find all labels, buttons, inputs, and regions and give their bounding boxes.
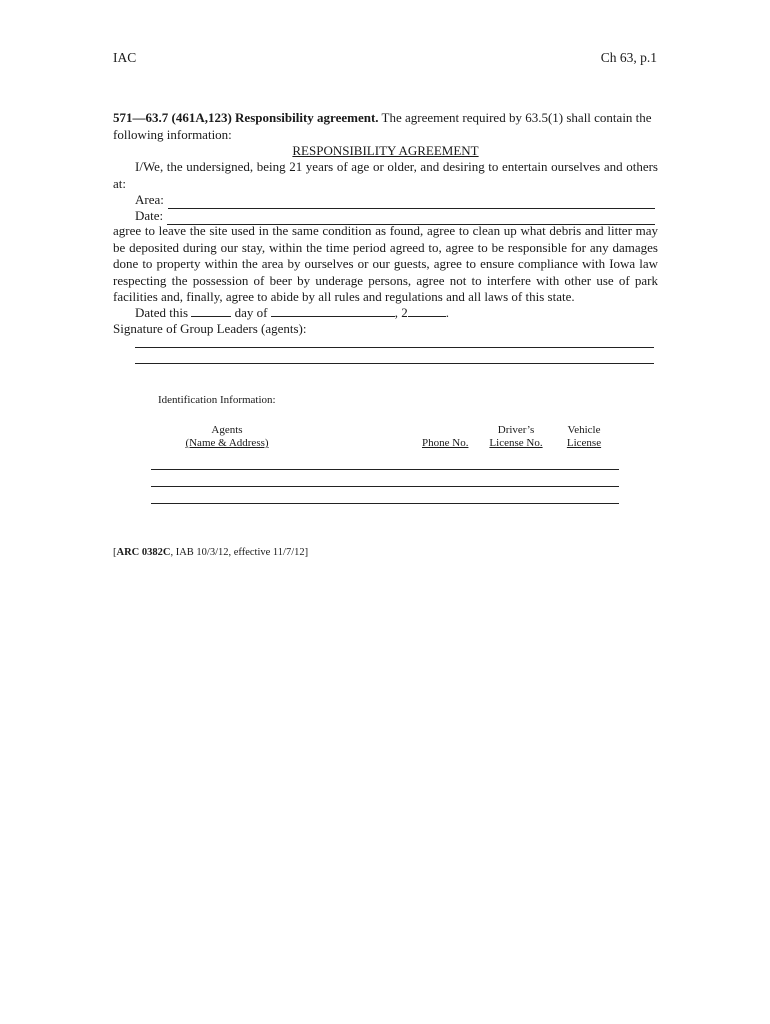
column-vehicle-line2: License xyxy=(566,437,602,449)
citation xyxy=(113,547,308,558)
citation-rest: , IAB 10/3/12, effective 11/7/12] xyxy=(170,547,309,558)
column-vehicle-license xyxy=(562,424,606,450)
column-phone xyxy=(422,437,468,450)
rule-heading xyxy=(113,110,658,143)
date-label: Date: xyxy=(135,208,164,223)
rule-description: The agreement required by 63.5(1) shall contain the following information: xyxy=(113,110,652,142)
area-field xyxy=(135,192,655,209)
column-agents xyxy=(180,424,274,450)
citation-arc: ARC 0382C xyxy=(116,547,171,558)
dated-day-of: day of xyxy=(234,305,268,320)
dated-prefix: Dated this xyxy=(135,305,189,320)
citation-open: [ xyxy=(113,547,117,558)
column-agents-line1: Agents xyxy=(211,424,243,436)
identification-label: Identification Information: xyxy=(158,394,276,406)
area-blank-line[interactable] xyxy=(168,197,655,209)
column-phone-label: Phone No. xyxy=(422,437,469,449)
month-blank[interactable] xyxy=(271,305,395,317)
column-license-line1: Driver’s xyxy=(497,424,535,436)
area-label: Area: xyxy=(135,192,164,207)
column-vehicle-line1: Vehicle xyxy=(567,424,601,436)
dated-line xyxy=(135,305,449,322)
year-blank[interactable] xyxy=(408,305,446,317)
signature-label: Signature of Group Leaders (agents): xyxy=(113,321,307,336)
rule-number: 571—63.7 (461A,123) Responsibility agreement. xyxy=(113,110,379,125)
dated-year-prefix: , 2 xyxy=(394,305,408,320)
agreement-title-text: RESPONSIBILITY AGREEMENT xyxy=(292,143,479,158)
day-blank[interactable] xyxy=(191,305,231,317)
column-drivers-license xyxy=(486,424,546,450)
intro-paragraph: I/We, the undersigned, being 21 years of age or older, and desiring to entertain ourselves and others at: xyxy=(113,159,658,191)
header-right: Ch 63, p.1 xyxy=(600,50,657,65)
identification-entry-line[interactable] xyxy=(151,486,619,487)
identification-entry-line[interactable] xyxy=(151,469,619,470)
terms-paragraph: agree to leave the site used in the same condition as found, agree to clean up what debris and litter may be deposited during our stay, within the time period agreed to, agree to be responsible for any damages done to property within the area by ourselves or our guests, agree to ensure compliance with Iowa law respecting the possession of beer by underage persons, agree not to interfere with other use of park facilities and, finally, agree to abide by all rules and regulations and all laws of this state. xyxy=(113,223,658,304)
column-license-line2: License No. xyxy=(489,437,543,449)
signature-line[interactable] xyxy=(135,347,654,348)
signature-line[interactable] xyxy=(135,363,654,364)
dated-end: . xyxy=(445,305,449,320)
identification-entry-line[interactable] xyxy=(151,503,619,504)
agreement-title xyxy=(113,143,658,160)
header-left: IAC xyxy=(113,50,137,65)
column-agents-line2: (Name & Address) xyxy=(185,437,269,449)
